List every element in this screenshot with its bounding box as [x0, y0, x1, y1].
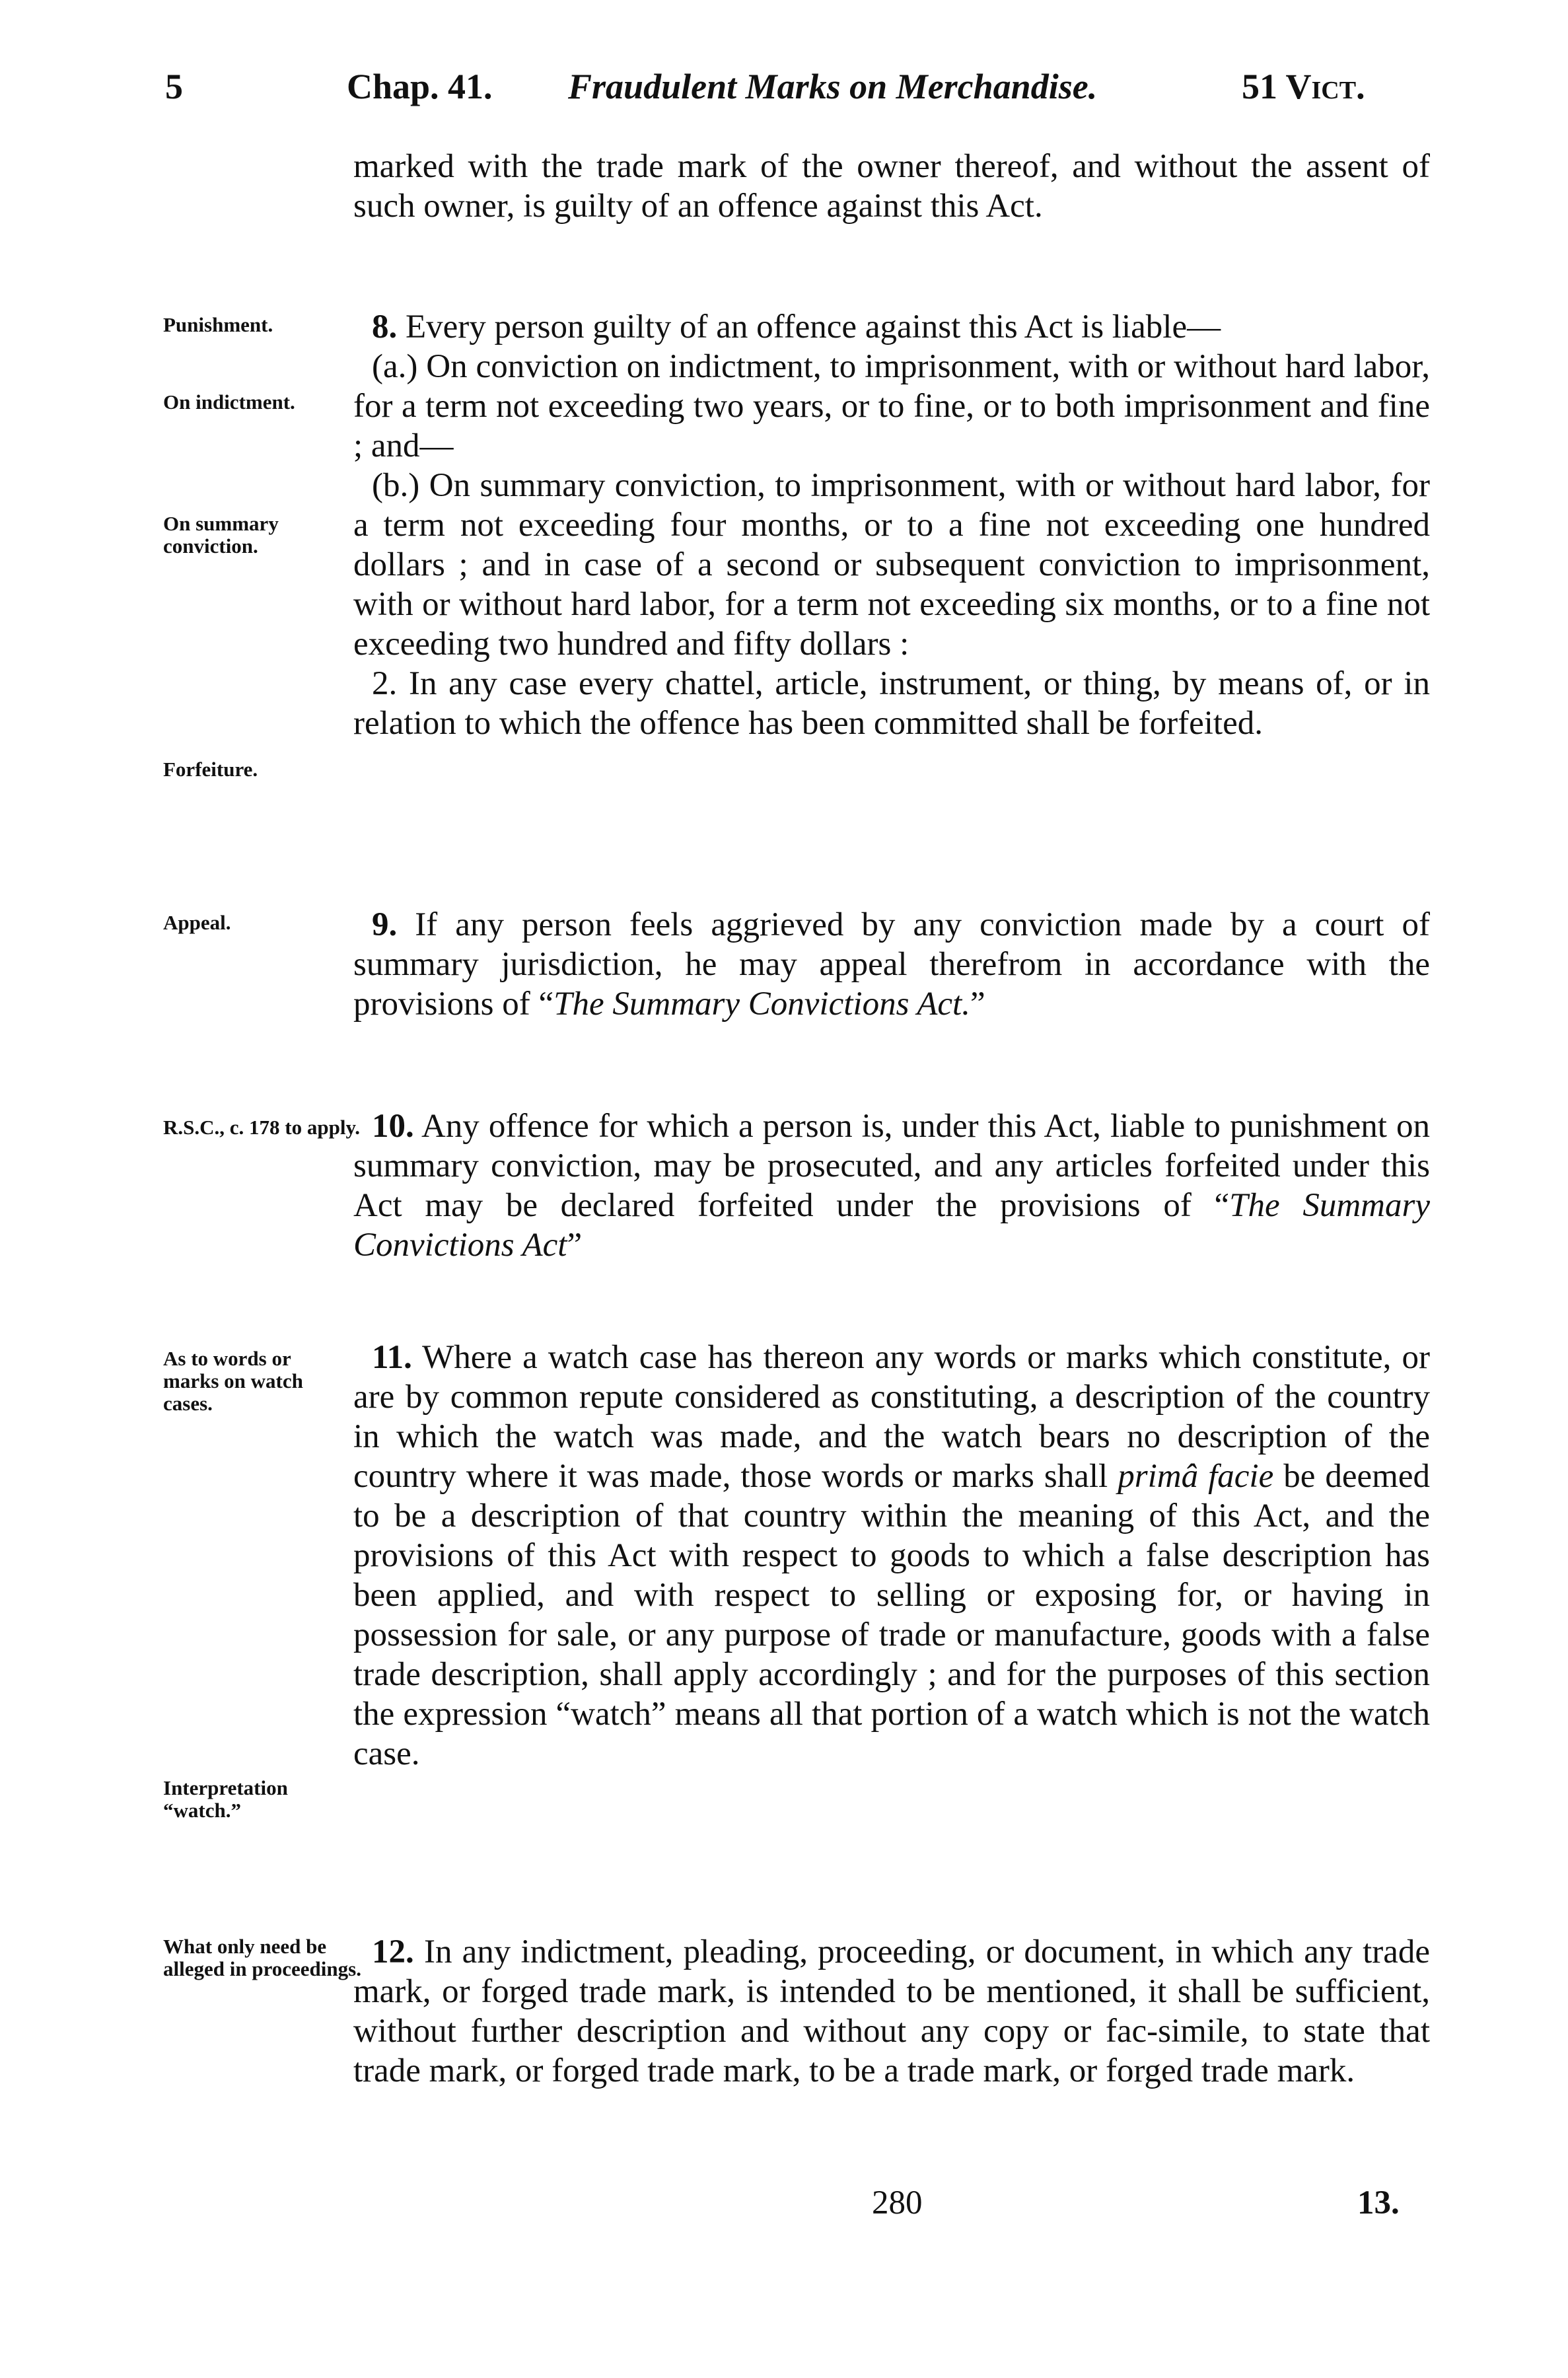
- header-regnal-year: 51 Vict.: [1242, 67, 1365, 106]
- section-11-prima-facie: primâ facie: [1118, 1458, 1274, 1495]
- margin-note-interpretation: Interpretation “watch.”: [163, 1776, 288, 1822]
- section-9-number: 9.: [372, 906, 398, 943]
- section-10-text: Any offence for which a person is, under this Act, liable to punishment on summary conviction, may be prosecuted, and any articles forfeited under this Act may be declared forfeited under the provisions of “: [353, 1108, 1430, 1224]
- running-header: [0, 66, 1568, 126]
- section-12-text: In any indictment, pleading, proceeding, or document, in which any trade mark, or forged trade mark, is intended to be mentioned, it shall be sufficient, without further description and without any copy or fac-simile, to state that trade mark, or forged trade mark, to be a trade mark, or forged trade mark.: [353, 1933, 1430, 2089]
- section-8-2: 2. In any case every chattel, article, instrument, or thing, by means of, or in relation to which the offence has been committed shall be forfeited.: [353, 665, 1430, 742]
- margin-note-rsc-apply: R.S.C., c. 178 to apply.: [163, 1116, 360, 1139]
- section-11-text-a: Where a watch case has thereon any words or marks which constitute, or are by common repute considered as constituting, a description of the country in which the watch was made, and the watch bears no description of the country where it was made, those words or marks shall: [353, 1339, 1430, 1495]
- header-page-number: 5: [165, 67, 183, 106]
- margin-note-on-indictment: On indictment.: [163, 390, 295, 414]
- section-12-number: 12.: [372, 1933, 414, 1970]
- section-10-act-name: The Summary Convictions Act: [353, 1187, 1430, 1264]
- margin-note-appeal: Appeal.: [163, 911, 231, 934]
- footer-catchword: 13.: [1357, 2184, 1400, 2221]
- section-9: 9. If any person feels aggrieved by any conviction made by a court of summary jurisdiction, he may appeal therefrom in accordance with the provisions of “The Summary Convictions Act.”: [353, 906, 1430, 1023]
- section-10: 10. Any offence for which a person is, under this Act, liable to punishment on summary conviction, may be prosecuted, and any articles forfeited under this Act may be declared forfeited under the provisions of “The Summary Convictions Act”: [353, 1108, 1430, 1264]
- section-11: [353, 1338, 1430, 1774]
- section-11-number: 11.: [372, 1339, 412, 1376]
- section-9-act-name: The Summary Convictions Act.: [553, 986, 970, 1023]
- section-8-a: (a.) On conviction on indictment, to imprisonment, with or without hard labor, for a term not exceeding two years, or to fine, or to both imprisonment and fine ; and—: [353, 348, 1430, 464]
- margin-note-summary-conviction: On summary conviction.: [163, 512, 279, 558]
- margin-note-what-alleged: What only need be alleged in proceedings.: [163, 1935, 361, 1980]
- section-8-number: 8.: [372, 308, 398, 345]
- margin-note-watch-cases: As to words or marks on watch cases.: [163, 1347, 303, 1415]
- section-9-text: If any person feels aggrieved by any conviction made by a court of summary jurisdiction, he may appeal therefrom in accordance with the provisions of “: [353, 906, 1430, 1023]
- continuation-text: marked with the trade mark of the owner thereof, and without the assent of such owner, is guilty of an offence against this Act.: [353, 148, 1430, 225]
- section-8-intro: [353, 307, 1430, 347]
- margin-note-punishment: Punishment.: [163, 313, 273, 336]
- footer-page-number: 280: [872, 2184, 923, 2221]
- section-10-number: 10.: [372, 1108, 414, 1145]
- continuation-paragraph: [353, 147, 1430, 226]
- header-chapter: Chap. 41.: [347, 67, 493, 106]
- section-8: [353, 307, 1430, 743]
- section-8-b: (b.) On summary conviction, to imprisonment, with or without hard labor, for a term not exceeding four months, or to a fine not exceeding one hundred dollars ; and in case of a second or subsequent conviction to imprisonment, with or without hard labor, for a term not exceeding six months, or to a fine not exceeding two hundred and fifty dollars :: [353, 467, 1430, 663]
- section-12: [353, 1932, 1430, 2091]
- section-8-text: Every person guilty of an offence against this Act is liable—: [397, 308, 1221, 345]
- margin-note-forfeiture: Forfeiture.: [163, 758, 258, 781]
- section-11-text-b: be deemed to be a description of that country within the meaning of this Act, and the provisions of this Act with respect to goods to which a false description has been applied, and with respect to selling or exposing for, or having in possession for sale, or any purpose of trade or manufacture, goods with a false trade description, shall apply accordingly ; and for the purposes of this section the expression “watch” means all that portion of a watch which is not the watch case.: [353, 1458, 1430, 1772]
- header-title: Fraudulent Marks on Merchandise.: [568, 67, 1098, 106]
